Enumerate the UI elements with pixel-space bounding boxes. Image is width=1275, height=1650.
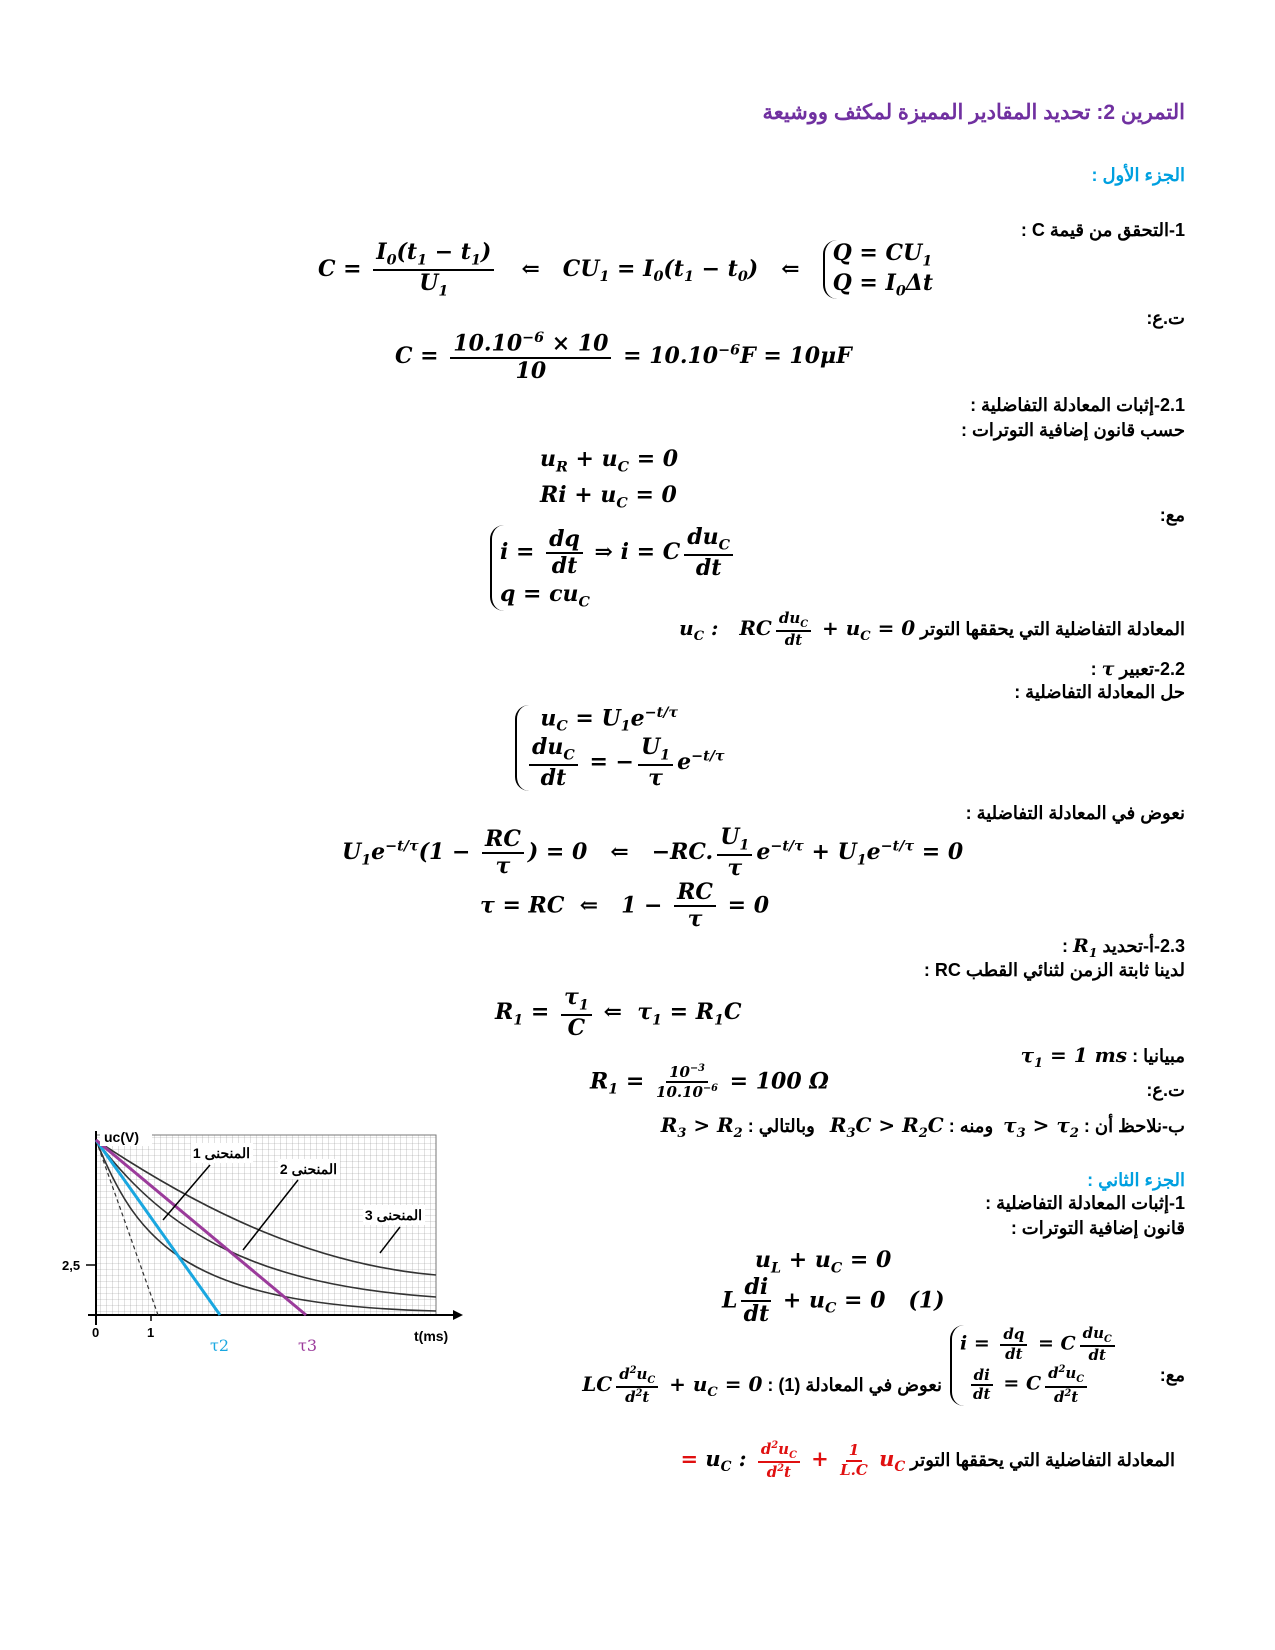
diff-eq-label: المعادلة التفاضلية التي يحققها التوتر	[920, 619, 1185, 640]
eq-r1-value: $R_1$ = $\frac{10^{-3}}{10.10^{-6}}$ = 100 Ω	[590, 1063, 829, 1102]
eq-current-relation: i = $\frac{dq}{dt}$ ⇒ i = C $\frac{du_C}{dt}$ $q = cu_C$	[490, 525, 737, 611]
eq-solution: $u_C = U_1e^{-t/\tau}$ $\frac{du_C}{dt}$ = − $\frac{U_1}{\tau}$ $e^{-t/\tau}$	[515, 705, 725, 791]
eq-substitution: $U_1e^{-t/\tau}(1$ − $\frac{RC}{\tau}$ ) = 0 ⇐ −RC. $\frac{U_1}{\tau}$ $e^{-t/\tau} + U_1e^{-t/\tau} = 0$	[342, 824, 964, 881]
curve1-label: المنحنى 1	[192, 1145, 250, 1161]
eq-lc-sum: $u_L + u_C = 0$	[755, 1247, 892, 1277]
comparison-line: ب-نلاحظ أن : $\tau_3 > \tau_2$ ومنه : $R_3C > R_2C$ وبالتالي : $R_3 > R_2$	[660, 1113, 1185, 1141]
q23-time-constant: لدينا ثابتة الزمن لثنائي القطب RC :	[923, 960, 1185, 980]
substitute-label: نعوض في المعادلة التفاضلية :	[965, 803, 1185, 823]
tau3-label: τ3	[298, 1336, 318, 1355]
eq-lc-1: L $\frac{di}{dt}$ + $u_C = 0$ (1)	[722, 1274, 945, 1328]
q22-solve: حل المعادلة التفاضلية :	[1014, 682, 1185, 702]
num-app-label: ت.ع:	[1146, 308, 1185, 328]
x-tick-1: 1	[147, 1325, 155, 1340]
exercise-title: التمرين 2: تحديد المقادير المميزة لمكثف ووشيعة	[762, 101, 1185, 124]
part2-with-label: مع:	[1159, 1365, 1185, 1385]
diff-eq-statement: المعادلة التفاضلية التي يحققها التوتر $u_C$ : RC $\frac{du_C}{dt}$ + $u_C = 0$	[679, 609, 1185, 650]
q21-law: حسب قانون إضافية التوترات :	[960, 420, 1185, 440]
therefore-label: وبالتالي :	[747, 1116, 815, 1136]
eq-capacitance-value: C = $\frac{10.10^{-6} \times 10}{10}$ = $10.10^{-6}F = 10\mu F$	[395, 330, 852, 384]
part2-diff-eq-statement: المعادلة التفاضلية التي يحققها التوتر $u_C$ : $\frac{d^2u_C}{d^2t}$ + $\frac{1}{L.C}$ $u_C$ =	[680, 1440, 1175, 1482]
part2-substitute-label: نعوض في المعادلة (1) :	[767, 1375, 942, 1396]
and-so-label: ومنه :	[948, 1116, 994, 1136]
curve2-label: المنحنى 2	[279, 1161, 337, 1177]
y-axis-label: uc(V)	[104, 1129, 139, 1145]
part2-q1: 1-إثبات المعادلة التفاضلية :	[985, 1193, 1185, 1213]
num-app2-label: ت.ع:	[1146, 1080, 1185, 1100]
eq-lc-current: i = $\frac{dq}{dt}$ = C $\frac{du_C}{dt}$ $\frac{di}{dt}$ = C $\frac{d^2u_C}{d^2t}$	[950, 1325, 1119, 1406]
q21-heading: 2.1-إثبات المعادلة التفاضلية :	[970, 395, 1185, 415]
x-tick-0: 0	[92, 1325, 100, 1340]
q22-heading: 2.2-تعبير τ :	[1090, 658, 1185, 680]
part2-substitute-line: نعوض في المعادلة (1) : LC $\frac{d^2u_C}{d^2t}$ + $u_C = 0$	[582, 1365, 942, 1407]
x-axis-label: t(ms)	[414, 1328, 449, 1344]
part1-heading: الجزء الأول :	[1091, 165, 1185, 185]
part2-heading: الجزء الثاني :	[1087, 1170, 1185, 1190]
part2-diff-eq-label: المعادلة التفاضلية التي يحققها التوتر	[910, 1450, 1175, 1471]
eq-tau-rc: τ = RC ⇐ 1 − $\frac{RC}{\tau}$ = 0	[480, 879, 769, 933]
eq-capacitance-derivation: C = $\frac{I_0(t_1 - t_1)}{U_1}$ ⇐ $CU_1 = I_0(t_1 - t_0)$ ⇐ $Q = CU_1$ $Q = I_0\Delta t$	[318, 239, 934, 300]
curve3-label: المنحنى 3	[364, 1207, 422, 1223]
q23a-heading: 2.3-أ-تحديد $R_1$ :	[1062, 935, 1185, 960]
uc-time-graph	[58, 1125, 468, 1365]
graphically-line: مبيانيا : $\tau_1 = 1$ ms	[1020, 1043, 1185, 1071]
graphically-label: مبيانيا :	[1132, 1046, 1185, 1066]
q23a-label: 2.3-أ-تحديد	[1102, 936, 1185, 956]
eq-r1: $R_1$ = $\frac{\tau_1}{C}$ ⇐ $\tau_1 = R_1C$	[495, 984, 742, 1041]
eq-voltage-sum: $u_R + u_C = 0$ $Ri + u_C = 0$	[540, 446, 679, 512]
q1-heading: 1-التحقق من قيمة C :	[1020, 220, 1185, 240]
with-label: مع:	[1159, 505, 1185, 525]
q22-label: 2.2-تعبير	[1119, 659, 1185, 679]
x-axis-arrow	[453, 1310, 463, 1320]
part2-law: قانون إضافية التوترات :	[1010, 1218, 1185, 1238]
y-tick-label: 2,5	[62, 1258, 81, 1273]
observe-label: ب-نلاحظ أن :	[1083, 1116, 1185, 1136]
tau2-label: τ2	[210, 1336, 230, 1355]
